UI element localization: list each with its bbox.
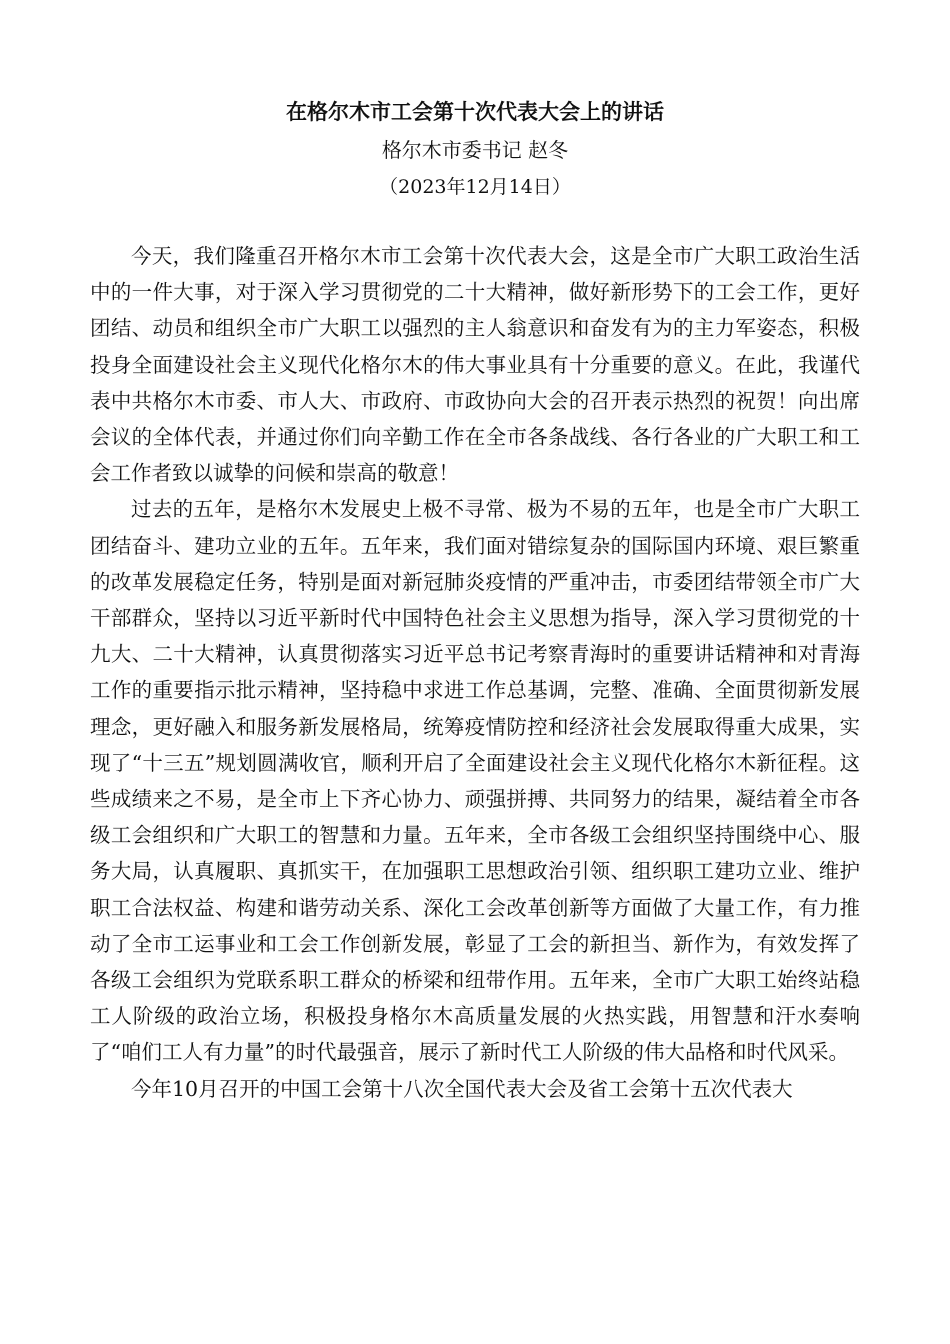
document-title: 在格尔木市工会第十次代表大会上的讲话 xyxy=(286,99,664,124)
paragraph-october-congress: 今年10月召开的中国工会第十八次全国代表大会及省工会第十五次代表大 xyxy=(131,1076,793,1101)
paragraph-opening: 今天，我们隆重召开格尔木市工会第十次代表大会，这是全市广大职工政治生活中的一件大事，对于深入学习贯彻党的二十大精神，做好新形势下的工会工作，更好团结、动员和组织全市广大职工以强烈的主人翁意识和奋发有为的主力军姿态，积极投身全面建设社会主义现代化格尔木的伟大事业具有十分重要的意义。在此，我谨代表中共格尔木市委、市人大、市政府、市政协向大会的召开表示热烈的祝贺！向出席会议的全体代表，并通过你们向辛勤工作在全市各条战线、各行各业的广大职工和工会工作者致以诚挚的问候和崇高的敬意！ xyxy=(90,244,860,486)
paragraph-past-five-years: 过去的五年，是格尔木发展史上极不寻常、极为不易的五年，也是全市广大职工团结奋斗、建功立业的五年。五年来，我们面对错综复杂的国际国内环境、艰巨繁重的改革发展稳定任务，特别是面对新冠肺炎疫情的严重冲击，市委团结带领全市广大干部群众，坚持以习近平新时代中国特色社会主义思想为指导，深入学习贯彻党的十九大、二十大精神，认真贯彻落实习近平总书记考察青海时的重要讲话精神和对青海工作的重要指示批示精神，坚持稳中求进工作总基调，完整、准确、全面贯彻新发展理念，更好融入和服务新发展格局，统筹疫情防控和经济社会发展取得重大成果，实现了“十三五”规划圆满收官，顺利开启了全面建设社会主义现代化格尔木新征程。这些成绩来之不易，是全市上下齐心协力、顽强拼搏、共同努力的结果，凝结着全市各级工会组织和广大职工的智慧和力量。五年来，全市各级工会组织坚持围绕中心、服务大局，认真履职、真抓实干，在加强职工思想政治引领、组织职工建功立业、维护职工合法权益、构建和谐劳动关系、深化工会改革创新等方面做了大量工作，有力推动了全市工运事业和工会工作创新发展，彰显了工会的新担当、新作为，有效发挥了各级工会组织为党联系职工群众的桥梁和纽带作用。五年来，全市广大职工始终站稳工人阶级的政治立场，积极投身格尔木高质量发展的火热实践，用智慧和汗水奏响了“咱们工人有力量”的时代最强音，展示了新时代工人阶级的伟大品格和时代风采。 xyxy=(90,497,860,1065)
document-author: 格尔木市委书记 赵冬 xyxy=(381,138,569,162)
document-date: （2023年12月14日） xyxy=(379,176,571,198)
document-page xyxy=(90,92,860,1107)
